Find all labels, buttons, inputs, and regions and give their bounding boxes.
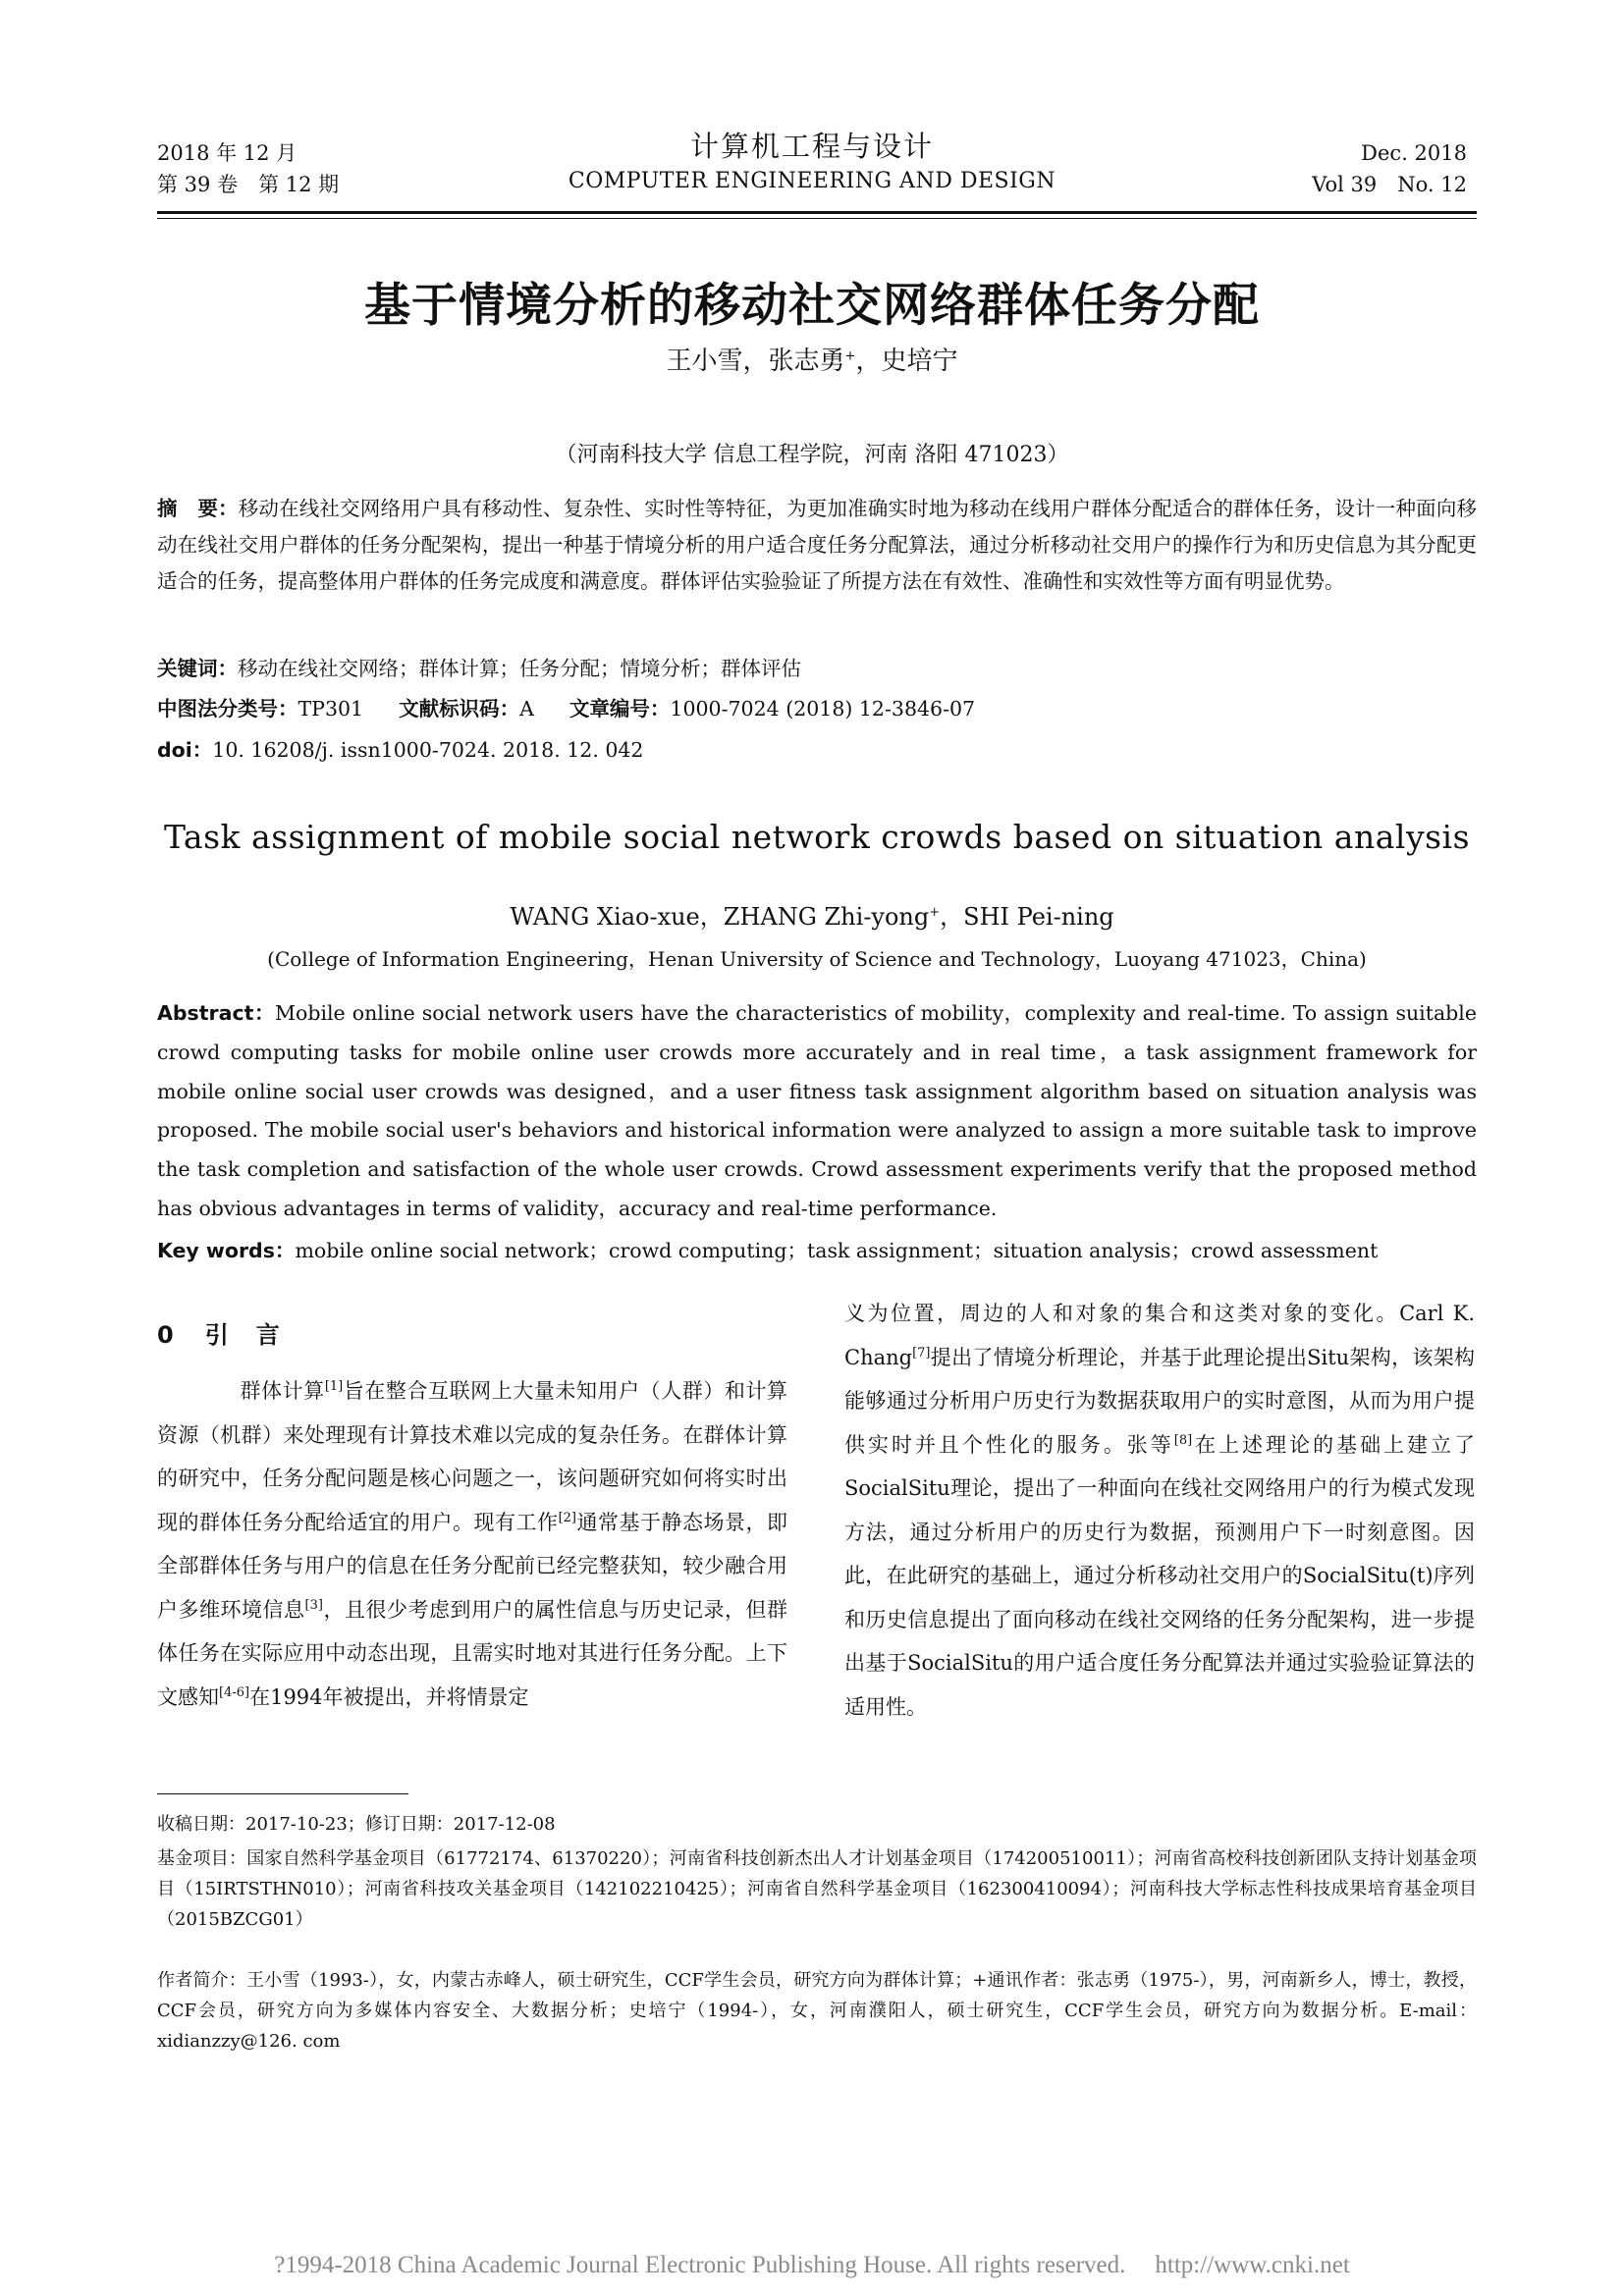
- citation: [2]: [558, 1510, 576, 1525]
- doi-value: 10. 16208/j. issn1000-7024. 2018. 12. 042: [212, 738, 644, 762]
- header-left: [157, 137, 339, 200]
- author-2-en: ZHANG Zhi-yong: [723, 903, 930, 931]
- clc-label: 中图法分类号：: [157, 697, 298, 721]
- paper-title-cn: 基于情境分析的移动社交网络群体任务分配: [364, 279, 1260, 333]
- journal-name-en: COMPUTER ENGINEERING AND DESIGN: [568, 169, 1056, 193]
- issue-date-cn: 2018 年 12 月: [157, 141, 298, 165]
- author-1: 王小雪: [666, 347, 743, 376]
- author-separator-en: ，: [940, 903, 964, 931]
- citation: [3]: [304, 1597, 323, 1613]
- body-column-right: [844, 1292, 1475, 1729]
- keywords-cn: [157, 651, 1477, 687]
- doc-code-value: A: [519, 697, 534, 721]
- keywords-en-label: Key words：: [157, 1239, 296, 1262]
- body-text: 通常基于静态场景，即全部群体任务与用户的信息在任务分配前已经完整获知，较少融合用户多维环境信息: [157, 1510, 788, 1622]
- section-number: 0: [157, 1321, 176, 1349]
- issue-date-en: Dec. 2018: [1361, 141, 1467, 165]
- clc-value: TP301: [298, 697, 364, 721]
- section-title: 引 言: [204, 1321, 282, 1349]
- doi-line: [157, 732, 1477, 769]
- journal-name-cn: 计算机工程与设计: [689, 130, 934, 163]
- doc-code-label: 文献标识码：: [399, 697, 520, 721]
- corresponding-mark-en: +: [929, 905, 941, 920]
- copyright-text: ?1994-2018 China Academic Journal Electronic Publishing House. All rights reserved.: [274, 2252, 1126, 2278]
- article-no-label: 文章编号：: [568, 697, 671, 721]
- citation: [8]: [1173, 1432, 1193, 1448]
- body-column-left: [157, 1369, 787, 1719]
- body-text: 群体计算: [240, 1379, 325, 1403]
- corresponding-mark: +: [844, 348, 856, 364]
- abstract-en: [157, 994, 1477, 1229]
- keywords-en-text: mobile online social network；crowd computing；task assignment；situation analysis；crowd assessment: [295, 1239, 1379, 1262]
- affiliation-cn: （河南科技大学 信息工程学院，河南 洛阳 471023）: [555, 443, 1069, 467]
- body-text: 旨在整合互联网上大量未知用户（人群）和计算资源（机群）来处理现有计算技术难以完成的复杂任务。在群体计算的研究中，任务分配问题是核心问题之一，该问题研究如何将实时出现的群体任务分配给适宜的用户。现有工作: [157, 1379, 788, 1534]
- abstract-cn: [157, 491, 1477, 600]
- citation: [4-6]: [219, 1684, 250, 1700]
- footnote-rule: [157, 1793, 408, 1794]
- body-text: 义为位置，周边的人和对象的集合和这类对象的变化。Carl K. Chang: [844, 1302, 1475, 1369]
- abstract-cn-label: 摘 要：: [157, 497, 239, 520]
- body-text: 在1994年被提出，并将情景定: [249, 1684, 529, 1709]
- abstract-cn-text: 移动在线社交网络用户具有移动性、复杂性、实时性等特征，为更加准确实时地为移动在线用户群体分配适合的群体任务，设计一种面向移动在线社交用户群体的任务分配架构，提出一种基于情境分析的用户适合度任务分配算法，通过分析移动社交用户的操作行为和历史信息为其分配更适合的任务，提高整体用户群体的任务完成度和满意度。群体评估实验验证了所提方法在有效性、准确性和实效性等方面有明显优势。: [157, 497, 1477, 593]
- section-heading: [157, 1317, 282, 1353]
- body-text: 提出了情境分析理论，并基于此理论提出Situ架构，该架构能够通过分析用户历史行为数据获取用户的实时意图，从而为用户提供实时并且个性化的服务。张等: [844, 1345, 1475, 1457]
- abstract-en-label: Abstract：: [157, 1001, 275, 1025]
- footnote-funding: 基金项目：国家自然科学基金项目（61772174、61370220）；河南省科技创新杰出人才计划基金项目（174200510011）；河南省高校科技创新团队支持计划基金项目（15IRTSTHN010）；河南省科技攻关基金项目（142102210425）；河南省自然科学基金项目（162300410094）；河南科技大学标志性科技成果培育基金项目（2015BZCG01）: [157, 1848, 1477, 1931]
- keywords-cn-label: 关键词：: [157, 657, 238, 680]
- footnote-received: 收稿日期：2017-10-23；修订日期：2017-12-08: [157, 1814, 556, 1835]
- copyright-footer: [0, 2248, 1624, 2283]
- cnki-link[interactable]: http://www.cnki.net: [1155, 2252, 1350, 2278]
- header-right: [1312, 137, 1467, 200]
- authors-en: [157, 898, 1467, 935]
- issue-volume-cn: 第 39 卷 第 12 期: [157, 173, 340, 196]
- author-3: 史培宁: [881, 347, 958, 376]
- footnote-authors: 作者简介：王小雪（1993-），女，内蒙古赤峰人，硕士研究生，CCF学生会员，研究方向为群体计算；+通讯作者：张志勇（1975-），男，河南新乡人，博士，教授，CCF会员，研究方向为多媒体内容安全、大数据分析；史培宁（1994-），女，河南濮阳人，硕士研究生，CCF学生会员，研究方向为数据分析。E-mail：xidianzzy@126. com: [157, 1970, 1477, 2053]
- header-rule-thick: [157, 211, 1477, 214]
- issue-volume-en: Vol 39 No. 12: [1312, 173, 1467, 196]
- body-text: 在上述理论的基础上建立了SocialSitu理论，提出了一种面向在线社交网络用户的行为模式发现方法，通过分析用户的历史行为数据，预测用户下一时刻意图。因此，在此研究的基础上，通过分析移动社交用户的SocialSitu(t)序列和历史信息提出了面向移动在线社交网络的任务分配架构，进一步提出基于SocialSitu的用户适合度任务分配算法并通过实验验证算法的适用性。: [844, 1432, 1476, 1719]
- article-no-value: 1000-7024 (2018) 12-3846-07: [670, 697, 976, 721]
- affiliation-en: (College of Information Engineering，Henan University of Science and Technology，Luoyang 471023，China): [267, 947, 1367, 971]
- author-1-en: WANG Xiao-xue: [510, 903, 700, 931]
- citation: [1]: [324, 1379, 344, 1394]
- journal-masthead: [550, 128, 1074, 198]
- author-separator: ，: [742, 347, 769, 376]
- author-3-en: SHI Pei-ning: [963, 903, 1114, 931]
- header-rule-thin: [157, 218, 1477, 219]
- classification-line: [157, 691, 1477, 727]
- paper-title-en: Task assignment of mobile social network crowds based on situation analysis: [163, 818, 1471, 856]
- author-separator: ，: [855, 347, 882, 376]
- body-text: ，且很少考虑到用户的属性信息与历史记录，但群体任务在实际应用中动态出现，且需实时地对其进行任务分配。上下文感知: [157, 1597, 788, 1709]
- author-separator-en: ，: [699, 903, 724, 931]
- keywords-cn-text: 移动在线社交网络；群体计算；任务分配；情境分析；群体评估: [238, 657, 801, 680]
- authors-cn: [157, 342, 1467, 381]
- doi-label: doi：: [157, 738, 213, 762]
- abstract-en-text: Mobile online social network users have the characteristics of mobility，complexity and real-time. To assign suitable crowd computing tasks for mobile online user crowds more accurately and in real time，a task assignment framework for mobile online social user crowds was designed，and a user fitness task assignment algorithm based on situation analysis was proposed. The mobile social user's behaviors and historical information were analyzed to assign a more suitable task to improve the task completion and satisfaction of the whole user crowds. Crowd assessment experiments verify that the proposed method has obvious advantages in terms of validity，accuracy and real-time performance.: [157, 1001, 1477, 1220]
- author-2: 张志勇: [768, 347, 845, 376]
- citation: [7]: [912, 1345, 931, 1361]
- keywords-en: [157, 1233, 1477, 1269]
